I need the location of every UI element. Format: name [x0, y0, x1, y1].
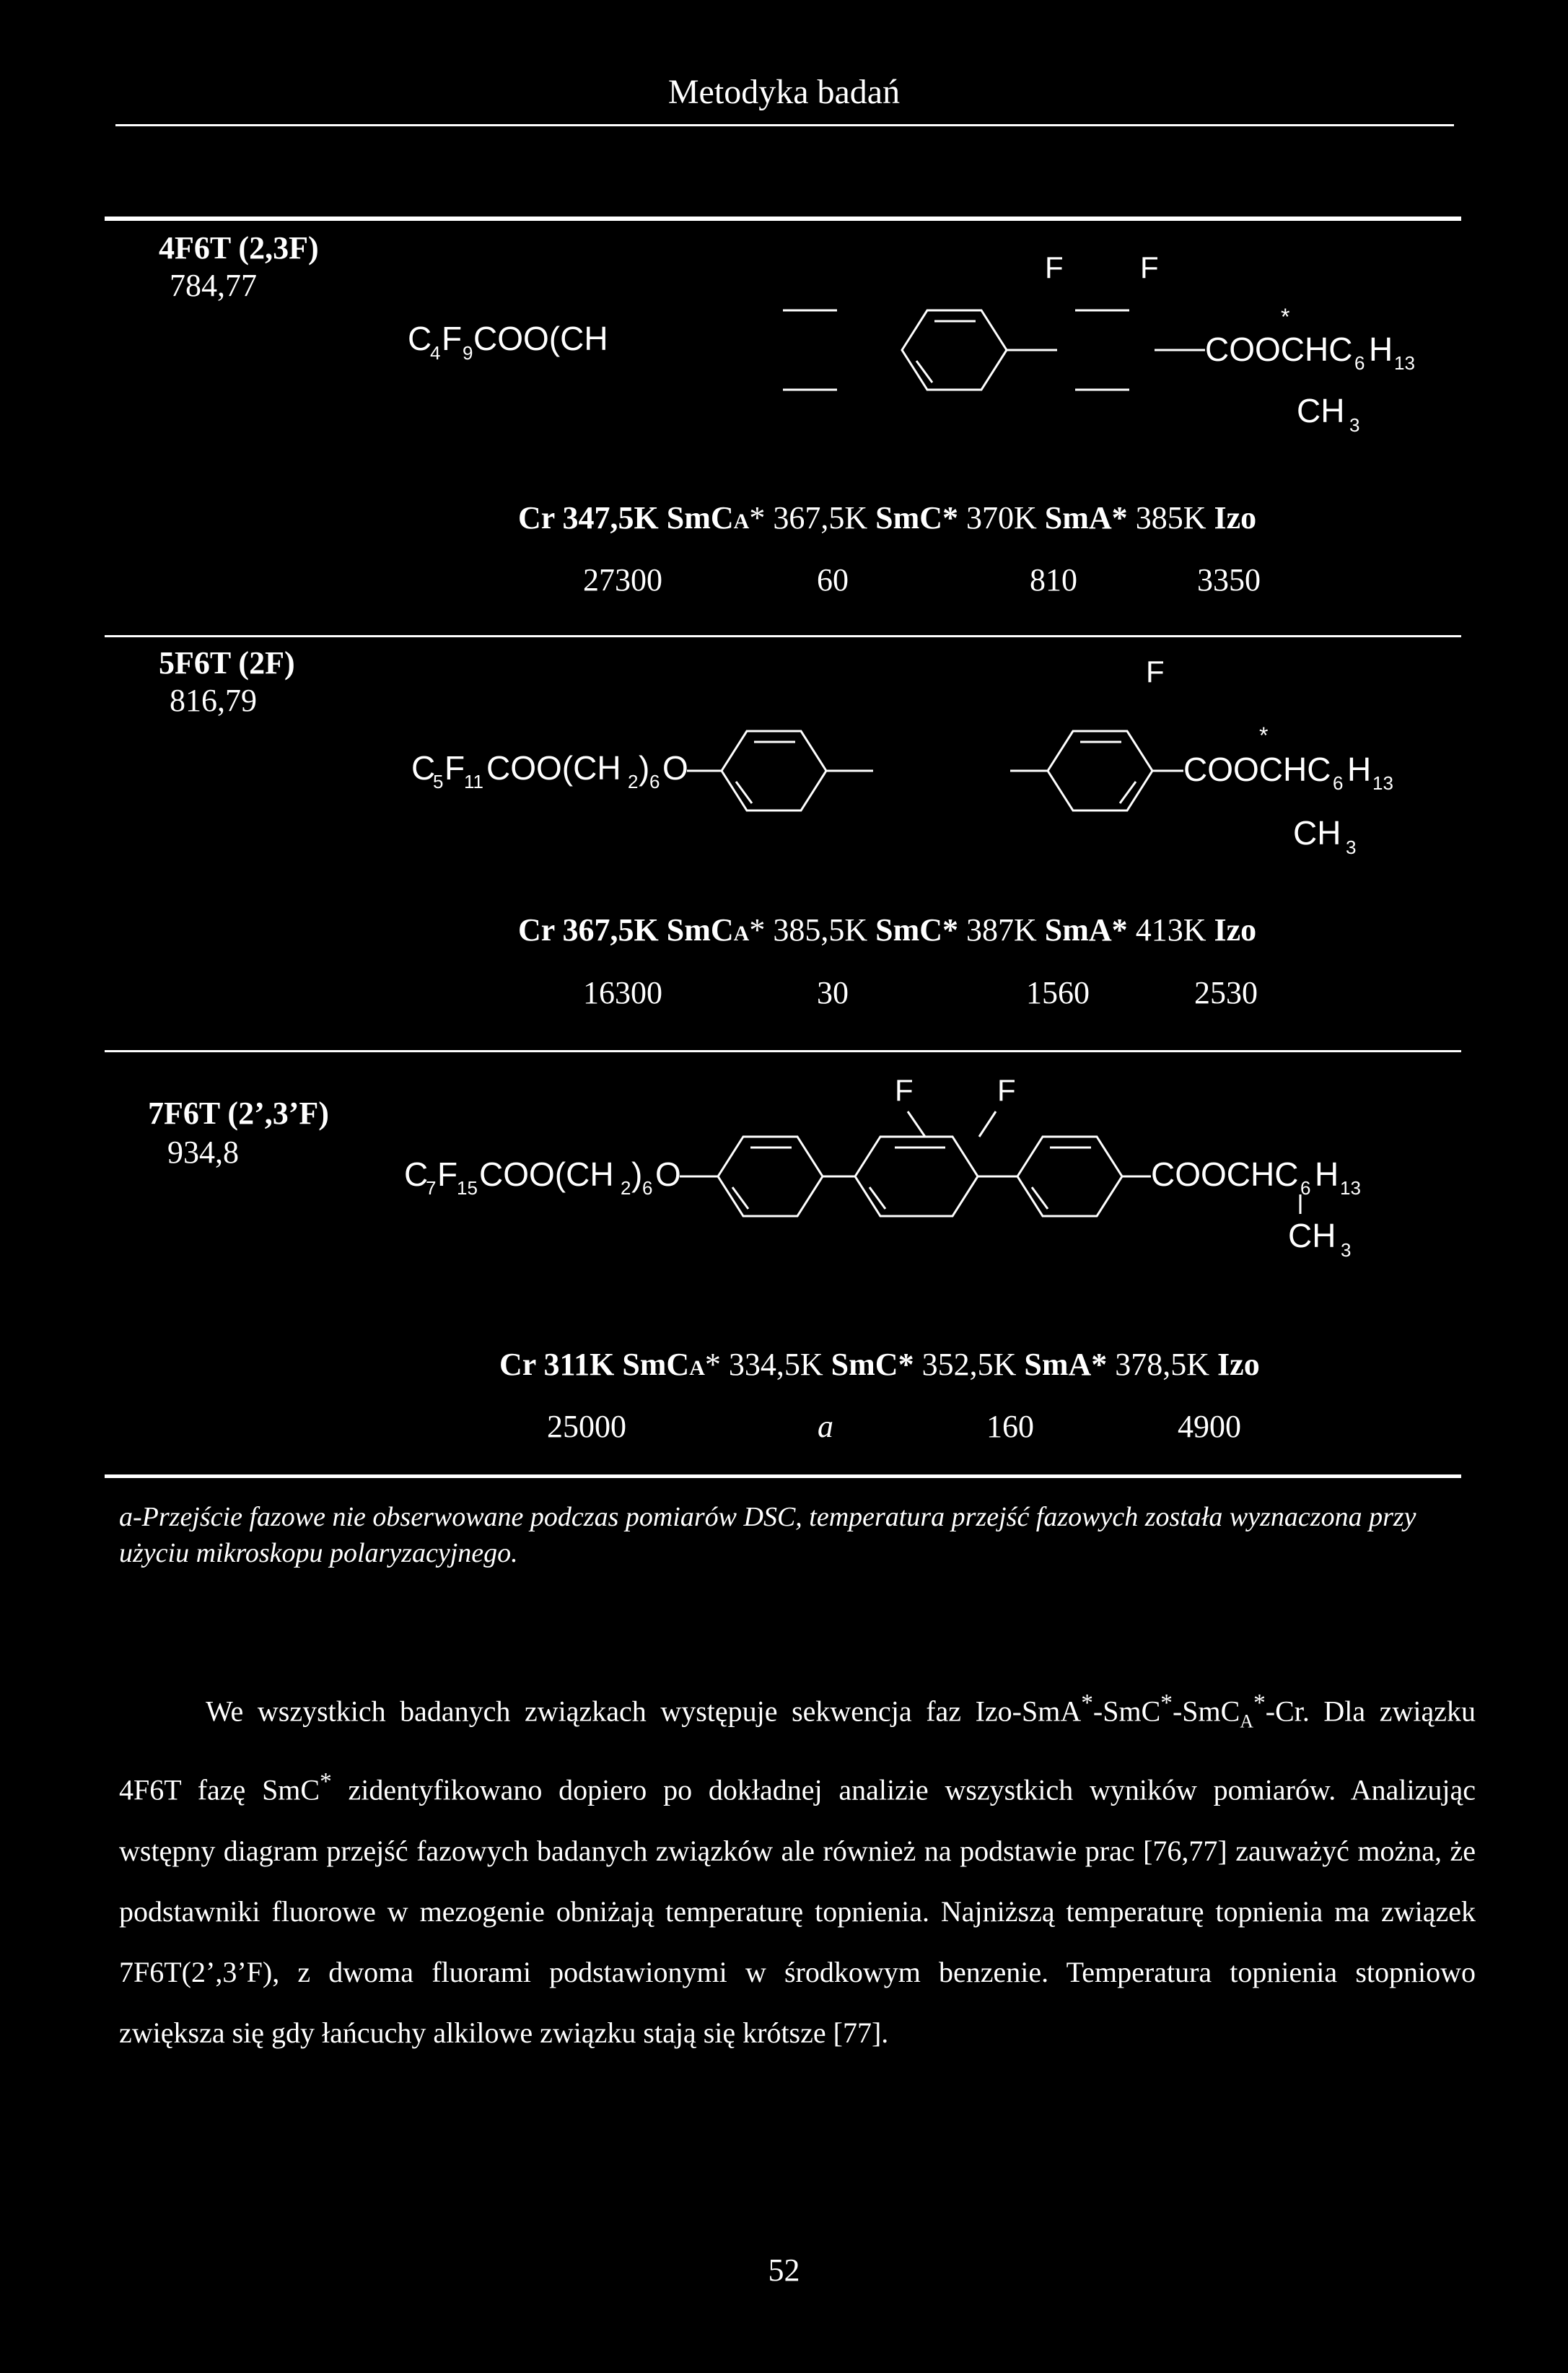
svg-text:H: H	[1315, 1155, 1339, 1193]
structure-5F6T	[390, 635, 1458, 873]
table-top-rule	[105, 217, 1461, 221]
svg-text:COO(CH: COO(CH	[486, 749, 621, 787]
fluorine-label: F	[1146, 655, 1165, 689]
svg-text:3: 3	[1346, 836, 1357, 858]
body-paragraph: We wszystkich badanych związkach występuje sekwencja faz Izo-SmA*-SmC*-SmC$_A$*-Cr. Dla związku 4F6T fazę SmC* zidentyfikowano dopiero po dokładnej analizie wszystkich wyników pomiarów. Analizując wstępny diagram przejść fazowych badanych związków ale również na podstawie prac [76,77] zauważyć można, że podstawniki fluorowe w mezogenie obniżają temperaturę topnienia. Najniższą temperaturę topnienia ma związek 7F6T(2’,3’F), z dwoma fluorami podstawionymi w środkowym benzenie. Temperatura topnienia stopniowo zwiększa się gdy łańcuchy alkilowe związku stają się krótsze [77].	[119, 1690, 1476, 2049]
page-header: Metodyka badań	[667, 73, 901, 111]
header-rule	[115, 124, 1454, 126]
svg-text:7: 7	[426, 1177, 437, 1199]
svg-text:F: F	[437, 1155, 458, 1193]
compound-name: 4F6T (2,3F)	[159, 230, 319, 266]
fluorine-label: F	[997, 1073, 1016, 1107]
svg-text:*: *	[1281, 304, 1290, 330]
compound-name: 7F6T (2’,3’F)	[148, 1096, 329, 1131]
svg-text:13: 13	[1340, 1177, 1361, 1199]
svg-text:3: 3	[1341, 1239, 1352, 1261]
svg-text:9: 9	[463, 342, 473, 364]
svg-text:2: 2	[621, 1177, 631, 1199]
svg-text:C: C	[404, 1155, 429, 1193]
svg-text:5: 5	[433, 771, 444, 792]
fluorine-label: F	[1140, 250, 1159, 284]
svg-text:11: 11	[464, 771, 483, 792]
enthalpy-value: 60	[817, 562, 849, 598]
svg-text:13: 13	[1394, 352, 1415, 374]
enthalpy-value: 27300	[583, 562, 662, 598]
svg-text:H: H	[1369, 331, 1393, 368]
svg-text:CH: CH	[1293, 814, 1341, 852]
svg-text:4: 4	[430, 342, 441, 364]
page-number: 52	[768, 2252, 800, 2288]
molecular-weight: 784,77	[170, 268, 257, 303]
svg-text:3: 3	[1349, 414, 1360, 436]
enthalpy-value: 160	[986, 1409, 1034, 1444]
svg-text:H: H	[1347, 751, 1372, 788]
enthalpy-value: 810	[1030, 562, 1077, 598]
svg-text:COOCHC: COOCHC	[1151, 1155, 1299, 1193]
enthalpy-value: 16300	[583, 975, 662, 1010]
enthalpy-value: 2530	[1194, 975, 1258, 1010]
enthalpy-value: 30	[817, 975, 849, 1010]
svg-text:C: C	[408, 320, 432, 357]
svg-text:13: 13	[1372, 772, 1393, 794]
svg-text:): )	[631, 1155, 643, 1193]
table-row-rule	[105, 1050, 1461, 1052]
enthalpy-value: 1560	[1026, 975, 1090, 1010]
svg-text:COO(CH: COO(CH	[473, 320, 608, 357]
svg-text:O: O	[655, 1155, 681, 1193]
phase-sequence: Cr 311K SmCA* 334,5K SmC* 352,5K SmA* 378,5K Izo	[499, 1347, 1260, 1382]
svg-text:CH: CH	[1297, 392, 1345, 429]
molecular-weight: 816,79	[170, 683, 257, 718]
svg-text:6: 6	[642, 1177, 653, 1199]
svg-text:F: F	[442, 320, 463, 357]
compound-name: 5F6T (2F)	[159, 645, 295, 681]
phase-sequence: Cr 347,5K SmCA* 367,5K SmC* 370K SmA* 385K Izo	[518, 500, 1257, 536]
svg-text:6: 6	[1333, 772, 1344, 794]
table-bottom-rule	[105, 1474, 1461, 1478]
enthalpy-value: a	[818, 1409, 833, 1444]
svg-text:6: 6	[649, 771, 660, 792]
svg-text:6: 6	[1354, 352, 1365, 374]
svg-text:F: F	[444, 749, 465, 787]
svg-text:15: 15	[457, 1177, 478, 1199]
svg-text:C: C	[411, 749, 436, 787]
enthalpy-value: 4900	[1178, 1409, 1241, 1444]
svg-text:COOCHC: COOCHC	[1183, 751, 1331, 788]
svg-text:COOCHC: COOCHC	[1205, 331, 1353, 368]
fluorine-label: F	[895, 1073, 914, 1107]
svg-text:*: *	[1259, 722, 1269, 748]
svg-text:O: O	[662, 749, 688, 787]
enthalpy-value: 3350	[1197, 562, 1261, 598]
enthalpy-value: 25000	[547, 1409, 626, 1444]
svg-text:2: 2	[628, 771, 639, 792]
svg-text:COO(CH: COO(CH	[479, 1155, 614, 1193]
structure-4F6T	[390, 231, 1458, 447]
structure-7F6T	[390, 1054, 1458, 1328]
svg-text:): )	[639, 749, 650, 787]
molecular-weight: 934,8	[167, 1135, 239, 1170]
fluorine-label: F	[1045, 250, 1064, 284]
svg-text:CH: CH	[1288, 1217, 1336, 1254]
svg-text:6: 6	[1300, 1177, 1311, 1199]
footnote: a-Przejście fazowe nie obserwowane podczas pomiarów DSC, temperatura przejść fazowych została wyznaczona przy użyciu mikroskopu polaryzacyjnego.	[119, 1502, 1416, 1568]
phase-sequence: Cr 367,5K SmCA* 385,5K SmC* 387K SmA* 413K Izo	[518, 912, 1257, 948]
